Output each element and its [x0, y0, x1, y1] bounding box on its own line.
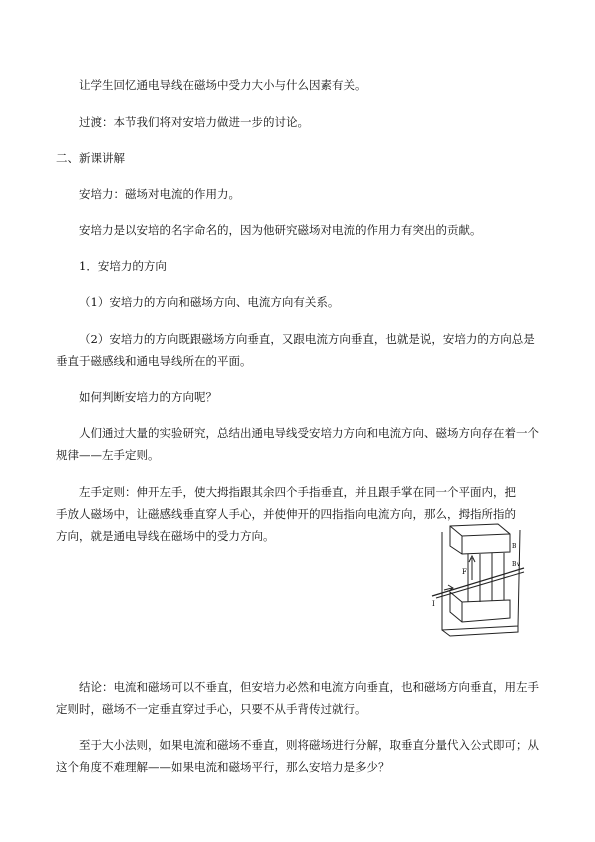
paragraph-definition: 安培力：磁场对电流的作用力。 [79, 187, 240, 201]
paragraph-point-2: （2）安培力的方向既跟磁场方向垂直，又跟电流方向垂直，也就是说，安培力的方向总是垂直于磁感线和通电导线所在的平面。 [56, 332, 535, 368]
paragraph-question: 如何判断安培力的方向呢？ [79, 390, 217, 404]
paragraph-conclusion: 结论：电流和磁场可以不垂直，但安培力必然和电流方向垂直，也和磁场方向垂直，用左手定则时，磁场不一定垂直穿过手心，只要不从手背传过就行。 [56, 680, 539, 716]
magnet-diagram [428, 518, 528, 638]
subheading-direction: 1．安培力的方向 [79, 259, 167, 273]
paragraph-point-1: （1）安培力的方向和磁场方向、电流方向有关系。 [79, 295, 340, 309]
field-top-label: B [512, 543, 517, 550]
paragraph-left-hand-rule: 左手定则：伸开左手，使大拇指跟其余四个手指垂直，并且跟手掌在同一个平面内，把手放人磁场中，让磁感线垂直穿人手心，并使伸开的四指指向电流方向，那么，拇指所指的方向，就是通电导线在磁场中的受力方向。 [56, 485, 516, 543]
paragraph-recall: 让学生回忆通电导线在磁场中受力大小与什么因素有关。 [79, 78, 367, 92]
current-label: I [432, 600, 435, 608]
field-side-label: B∨ [512, 561, 521, 568]
paragraph-naming: 安培力是以安培的名字命名的，因为他研究磁场对电流的作用力有突出的贡献。 [79, 223, 482, 237]
paragraph-transition: 过渡：本节我们将对安培力做进一步的讨论。 [79, 115, 309, 129]
magnet-top-block [450, 524, 510, 554]
force-label: F [462, 568, 467, 576]
paragraph-magnitude: 至于大小法则，如果电流和磁场不垂直，则将磁场进行分解，取垂直分量代入公式即可；从这个角度不难理解——如果电流和磁场平行，那么安培力是多少？ [56, 738, 539, 774]
paragraph-research: 人们通过大量的实验研究，总结出通电导线受安培力方向和电流方向、磁场方向存在着一个规律——左手定则。 [56, 426, 539, 462]
section-heading-new-lesson: 二、新课讲解 [56, 151, 125, 165]
magnet-top-edge [450, 526, 510, 536]
conductor-wire [432, 568, 524, 596]
